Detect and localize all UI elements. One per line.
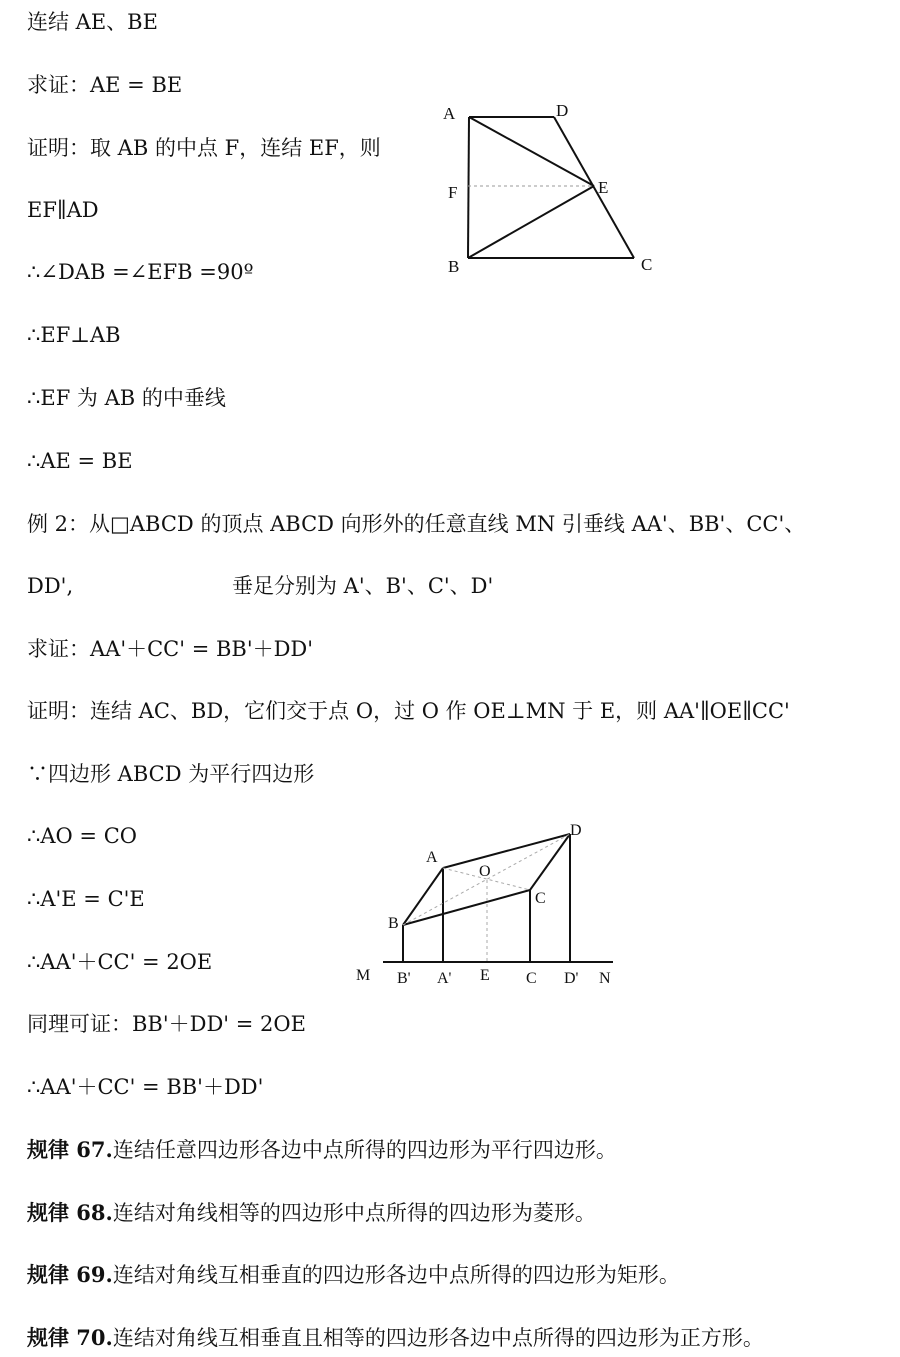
text-line: 连结 AE、BE [27,10,158,34]
point-label-c-foot: C [526,970,537,987]
rule-text: 连结对角线相等的四边形中点所得的四边形为菱形。 [112,1201,596,1225]
proof-step: ∴AA'＋CC' = BB'＋DD' [27,1075,264,1099]
point-label-a: A [426,849,438,866]
rule-label: 规律 69. [27,1262,113,1287]
point-label-d-prime: D' [564,970,579,987]
text-line: ∴EF 为 AB 的中垂线 [27,386,226,410]
point-label-a: A [443,104,456,123]
example-2-statement-cont2: 垂足分别为 A'、B'、C'、D' [232,574,494,598]
rule-text: 连结任意四边形各边中点所得的四边形为平行四边形。 [112,1138,617,1162]
point-label-b: B [448,257,460,276]
rule-label: 规律 67. [27,1137,113,1162]
parallelogram-figure [350,815,620,990]
point-label-d: D [570,822,582,839]
proof-step: 同理可证：BB'＋DD' = 2OE [27,1012,306,1036]
segment-cb [403,890,530,925]
point-label-b: B [388,915,399,932]
segment-dc [554,117,634,258]
point-label-o: O [479,863,491,880]
rule-70 [27,1325,764,1351]
proof-step: ∴AA'＋CC' = 2OE [27,950,213,974]
text-line: ∴EF⊥AB [27,323,121,347]
rule-label: 规律 68. [27,1200,113,1225]
rule-67 [27,1137,617,1163]
segment-ab [468,117,469,258]
proof-step: ∴AO = CO [27,824,137,848]
point-label-c: C [641,255,653,274]
point-label-c: C [535,890,546,907]
example-2-statement: 例 2：从□ABCD 的顶点 ABCD 向形外的任意直线 MN 引垂线 AA'、BB'、CC'、 [27,512,806,536]
rule-label: 规律 70. [27,1325,113,1350]
text-line: EF∥AD [27,198,99,222]
rule-text: 连结对角线互相垂直的四边形各边中点所得的四边形为矩形。 [112,1263,680,1287]
point-label-m: M [356,967,371,984]
rule-68 [27,1200,596,1226]
text-line: 证明：取 AB 的中点 F，连结 EF，则 [27,136,381,160]
segment-be [468,186,594,258]
text-line: ∴∠DAB =∠EFB =90º [27,260,254,284]
point-label-d: D [556,101,569,120]
rule-text: 连结对角线互相垂直且相等的四边形各边中点所得的四边形为正方形。 [112,1326,764,1350]
example-2-statement-cont: DD', [27,574,74,598]
point-label-f: F [448,183,458,202]
example-2-proof: 证明：连结 AC、BD，它们交于点 O，过 O 作 OE⊥MN 于 E，则 AA'∥OE∥CC' [27,699,790,723]
text-line: ∴AE = BE [27,449,133,473]
point-label-e: E [480,967,490,984]
example-2-claim: 求证：AA'＋CC' = BB'＋DD' [27,637,314,661]
trapezoid-figure [430,95,670,285]
text-line: 求证：AE = BE [27,73,183,97]
proof-step: ∵四边形 ABCD 为平行四边形 [27,762,315,786]
point-label-a-prime: A' [437,970,452,987]
segment-ae [469,117,594,186]
segment-ad [443,834,570,868]
point-label-n: N [599,970,611,987]
point-label-e: E [598,178,609,197]
rule-69 [27,1262,680,1288]
point-label-b-prime: B' [397,970,411,987]
proof-step: ∴A'E = C'E [27,887,145,911]
